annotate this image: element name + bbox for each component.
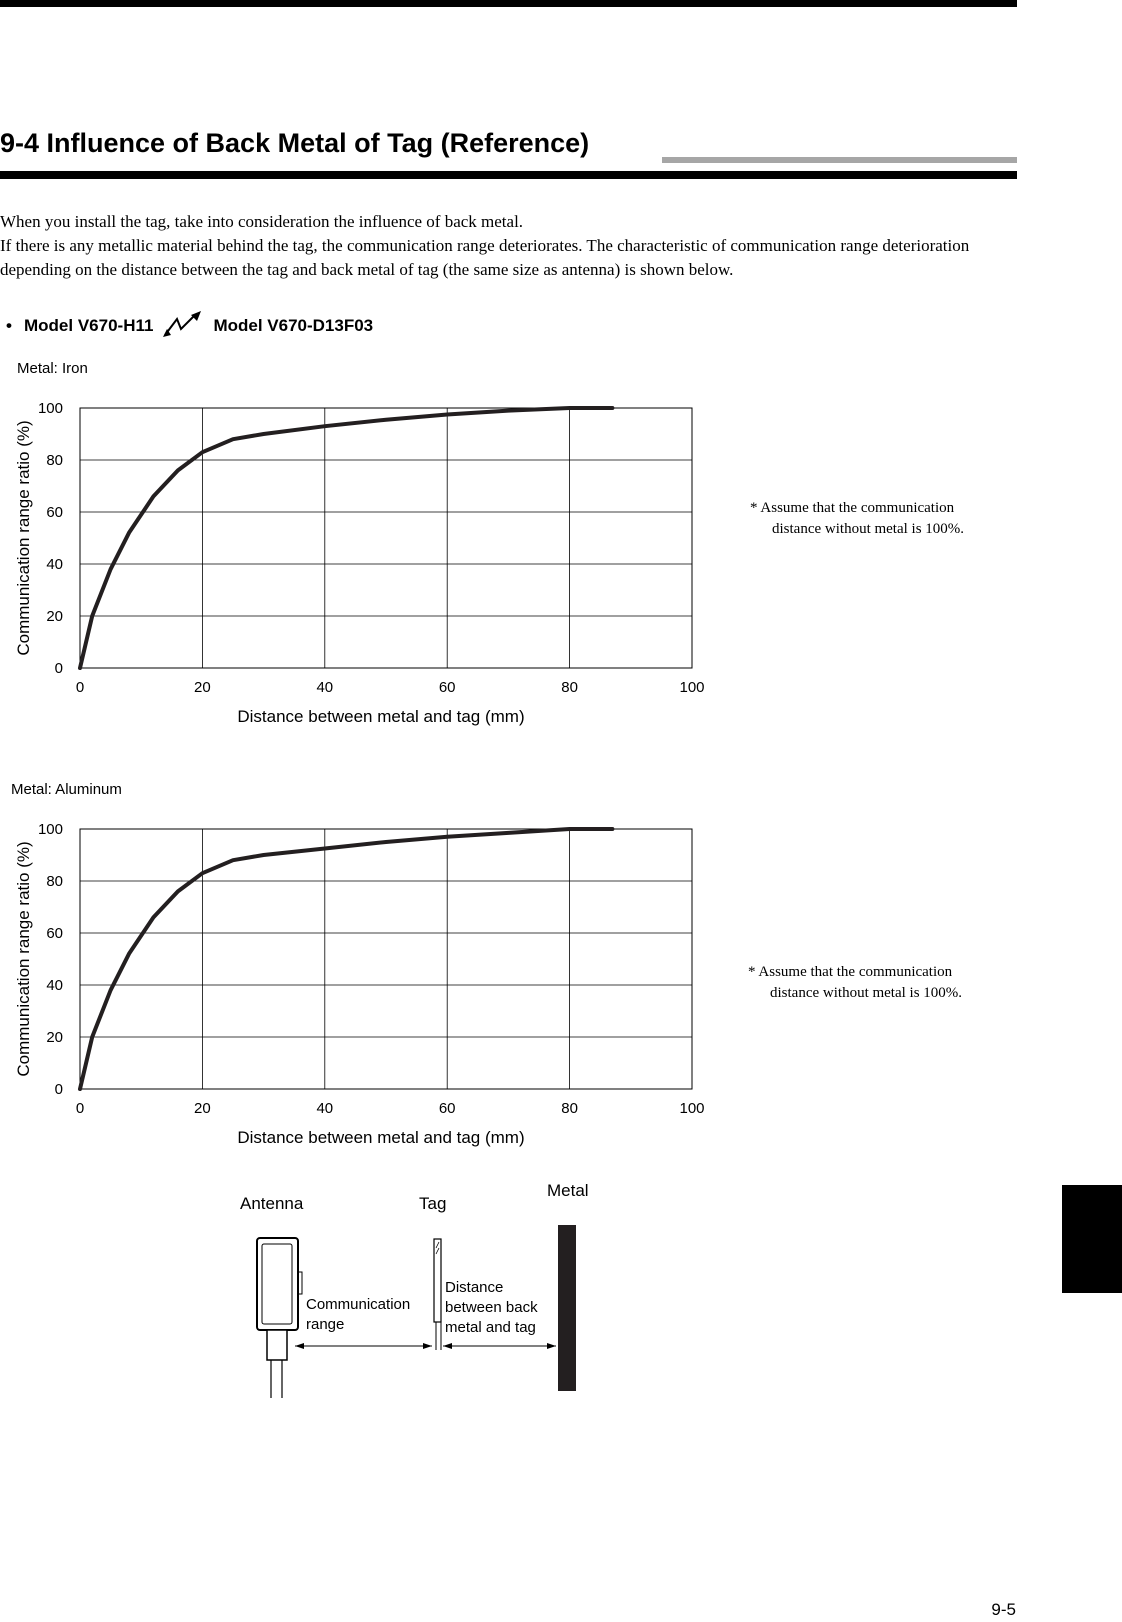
y-tick-label: 80	[46, 452, 63, 469]
tag-model: Model V670-D13F03	[213, 315, 374, 335]
plot-frame	[80, 408, 692, 668]
x-tick-label: 100	[679, 679, 705, 696]
x-axis-label: Distance between metal and tag (mm)	[237, 707, 525, 726]
chart-footnote-line-2: distance without metal is 100%.	[772, 521, 965, 537]
y-tick-label: 40	[46, 556, 63, 573]
arrow-head-left-icon	[443, 1343, 452, 1349]
section-title: 9-4 Influence of Back Metal of Tag (Reference)	[0, 128, 590, 158]
y-tick-label: 60	[46, 504, 63, 521]
tag-shape	[434, 1239, 441, 1350]
x-tick-label: 100	[679, 1100, 705, 1117]
antenna-shape	[257, 1238, 302, 1398]
antenna-model: Model V670-H11	[24, 315, 154, 335]
y-tick-label: 100	[37, 821, 63, 838]
x-tick-label: 40	[316, 679, 334, 696]
tag-label: Tag	[419, 1194, 447, 1213]
metal-plate	[558, 1225, 576, 1391]
y-axis-label: Communication range ratio (%)	[14, 420, 33, 656]
y-tick-label: 80	[46, 873, 63, 890]
x-tick-label: 40	[316, 1100, 334, 1117]
y-tick-label: 40	[46, 977, 63, 994]
intro-paragraph-1: When you install the tag, take into consideration the influence of back metal.	[0, 212, 524, 231]
metal-label: Metal	[547, 1181, 589, 1200]
x-tick-label: 20	[194, 679, 211, 696]
top-rule	[0, 0, 1017, 7]
plot-frame	[80, 829, 692, 1089]
chart-title: Metal: Iron	[17, 360, 88, 377]
title-black-rule	[0, 171, 1017, 179]
intro-paragraph-2: If there is any metallic material behind the tag, the communication range deteriorates. The characteristic of communication range deterioration depending on the distance between the tag and back metal of tag (the same size as antenna) is shown below.	[0, 236, 970, 279]
arrow-head-right-icon	[423, 1343, 432, 1349]
communication-link-icon	[163, 311, 203, 342]
x-tick-label: 80	[561, 679, 578, 696]
model-line	[0, 311, 373, 342]
chart-footnote-line-2: distance without metal is 100%.	[770, 985, 963, 1001]
arrow-head-left-icon	[295, 1343, 304, 1349]
y-tick-label: 0	[54, 1081, 63, 1098]
distance-label-line-1: Distance	[445, 1279, 504, 1296]
series-line	[80, 408, 612, 668]
x-tick-label: 60	[438, 1100, 456, 1117]
y-axis-label: Communication range ratio (%)	[14, 841, 33, 1077]
page-number: 9-5	[991, 1600, 1016, 1619]
antenna-label: Antenna	[240, 1194, 304, 1213]
aluminum-chart	[0, 786, 720, 1166]
y-tick-label: 60	[46, 925, 63, 942]
x-tick-label: 0	[75, 679, 85, 696]
thumb-index-tab	[1062, 1185, 1122, 1293]
chart-title: Metal: Aluminum	[11, 781, 122, 798]
x-tick-label: 80	[561, 1100, 578, 1117]
y-tick-label: 20	[46, 608, 63, 625]
x-axis-label: Distance between metal and tag (mm)	[237, 1128, 525, 1147]
y-tick-label: 100	[37, 400, 63, 417]
x-tick-label: 0	[75, 1100, 85, 1117]
y-tick-label: 0	[54, 660, 63, 677]
arrow-head-right-icon	[547, 1343, 556, 1349]
chart-footnote-line-1: * Assume that the communication	[748, 964, 953, 980]
iron-chart	[0, 365, 720, 745]
x-tick-label: 20	[194, 1100, 211, 1117]
comm-range-label-line-2: range	[306, 1316, 345, 1333]
distance-label-line-3: metal and tag	[445, 1319, 536, 1336]
series-line	[80, 829, 612, 1089]
title-gray-rule	[662, 157, 1017, 163]
x-tick-label: 60	[438, 679, 456, 696]
bullet: •	[6, 315, 12, 335]
comm-range-label-line-1: Communication	[306, 1296, 411, 1313]
distance-label-line-2: between back	[445, 1299, 538, 1316]
y-tick-label: 20	[46, 1029, 63, 1046]
chart-footnote-line-1: * Assume that the communication	[750, 500, 955, 516]
antenna-tag-metal-diagram	[200, 1180, 620, 1410]
